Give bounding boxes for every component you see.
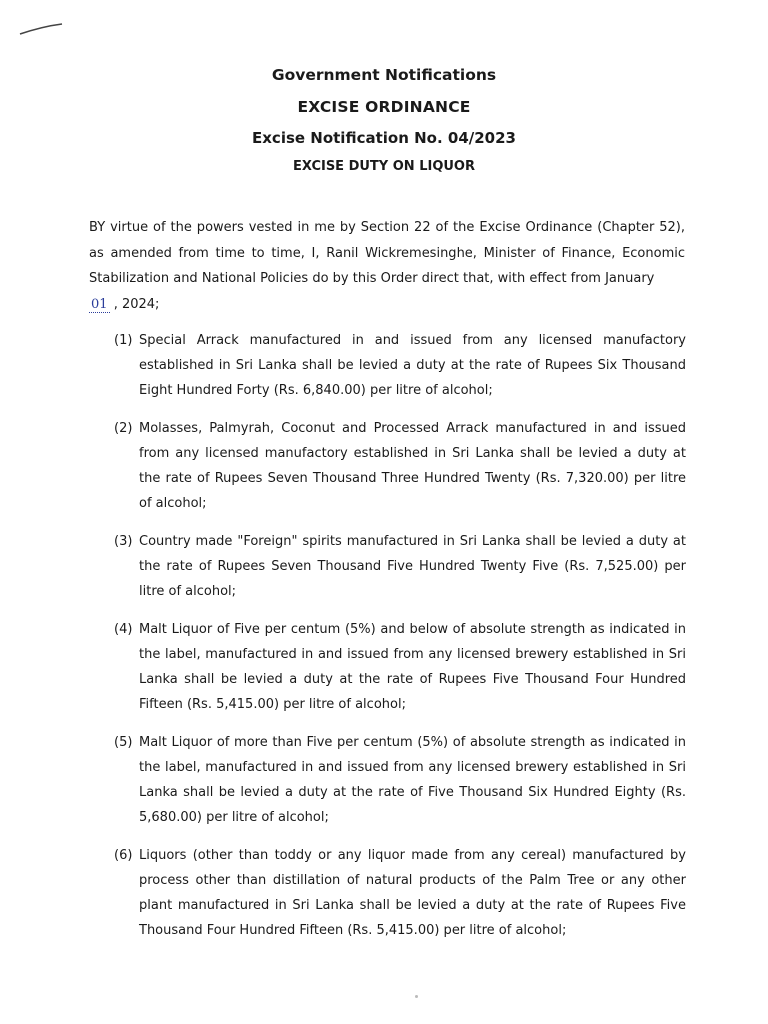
ordinance-title: EXCISE ORDINANCE — [297, 98, 471, 116]
list-item — [114, 730, 686, 830]
page-title: Government Notifications — [271, 66, 497, 84]
item-number: (5) — [114, 735, 133, 750]
duty-list — [114, 328, 686, 956]
item-text: Liquors (other than toddy or any liquor made from any cereal) manufactured by process other than distillation of natural products of the Palm Tree or any other plant manufactured in Sri Lanka shall be levied a duty at the rate of Rupees Five Thousand Four Hundred Fifteen (Rs. 5,415.00) per litre of alcohol; — [139, 848, 686, 938]
intro-paragraph — [89, 215, 685, 317]
item-number: (6) — [114, 848, 133, 863]
item-number: (2) — [114, 421, 133, 436]
item-number: (1) — [114, 333, 133, 348]
list-item — [114, 328, 686, 403]
item-number: (4) — [114, 622, 133, 637]
list-item — [114, 529, 686, 604]
item-text: Country made "Foreign" spirits manufactured in Sri Lanka shall be levied a duty at the rate of Rupees Seven Thousand Five Hundred Twenty Five (Rs. 7,525.00) per litre of alcohol; — [139, 534, 686, 599]
item-text: Malt Liquor of more than Five per centum (5%) of absolute strength as indicated in the label, manufactured in and issued from any licensed brewery established in Sri Lanka shall be levied a duty at the rate of Five Thousand Six Hundred Eighty (Rs. 5,680.00) per litre of alcohol; — [139, 735, 686, 825]
item-text: Malt Liquor of Five per centum (5%) and below of absolute strength as indicated in the label, manufactured in and issued from any licensed brewery established in Sri Lanka shall be levied a duty at the rate of Rupees Five Thousand Four Hundred Fifteen (Rs. 5,415.00) per litre of alcohol; — [139, 622, 686, 712]
notification-number: Excise Notification No. 04/2023 — [252, 129, 516, 147]
item-text: Special Arrack manufactured in and issued from any licensed manufactory established in Sri Lanka shall be levied a duty at the rate of Rupees Six Thousand Eight Hundred Forty (Rs. 6,840.00) per litre of alcohol; — [139, 333, 686, 398]
list-item — [114, 843, 686, 943]
handwritten-day: 01 — [91, 296, 108, 312]
list-item — [114, 617, 686, 717]
item-text: Molasses, Palmyrah, Coconut and Processed Arrack manufactured in and issued from any licensed manufactory established in Sri Lanka shall be levied a duty at the rate of Rupees Seven Thousand Three Hundred Twenty (Rs. 7,320.00) per litre of alcohol; — [139, 421, 686, 511]
document-header — [0, 64, 768, 177]
pen-stroke-mark — [18, 22, 64, 36]
notification-subject: EXCISE DUTY ON LIQUOR — [293, 159, 475, 174]
scan-speck — [415, 995, 418, 998]
list-item — [114, 416, 686, 516]
intro-year: , 2024; — [113, 296, 160, 312]
intro-text: BY virtue of the powers vested in me by Section 22 of the Excise Ordinance (Chapter 52), as amended from time to time, I, Ranil Wickremesinghe, Minister of Finance, Economic Stabilization and National Policies do by this Order direct that, with effect from January — [89, 220, 685, 286]
item-number: (3) — [114, 534, 133, 549]
